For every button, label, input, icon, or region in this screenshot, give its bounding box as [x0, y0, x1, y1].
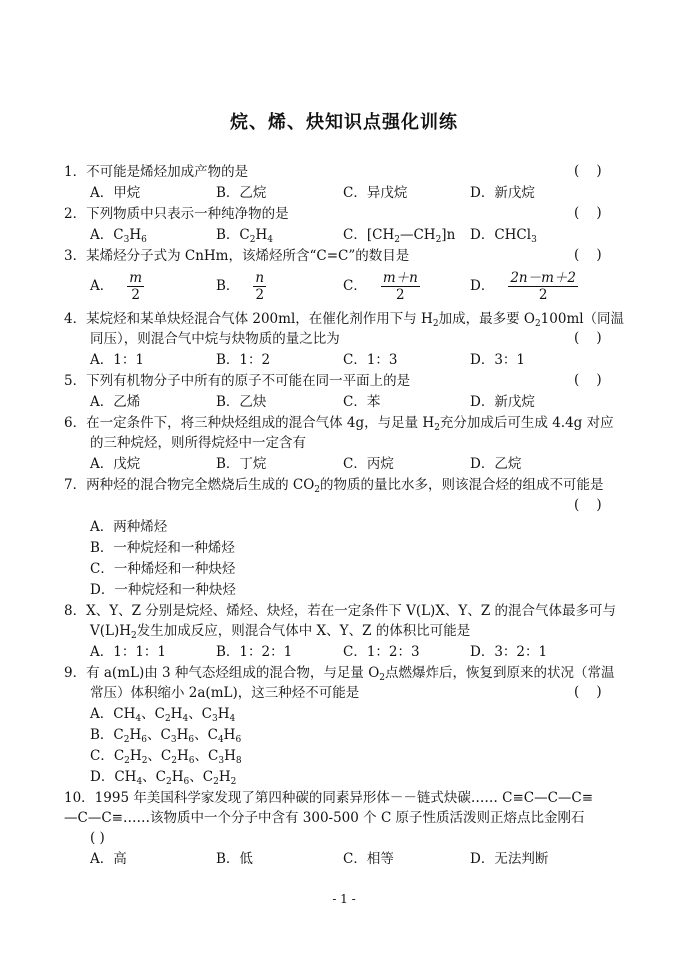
question-7-answer-blank: ( )	[574, 497, 602, 513]
q6-option-d: D．乙烷	[470, 456, 522, 472]
question-4-answer-blank: ( )	[574, 330, 602, 346]
fraction: $\frac{2n-m+2}{2}$	[510, 270, 577, 303]
question-8-stem-line-2: $V(L)H_2$发生加成反应，则混合气体中 X、Y、Z 的体积比可能是	[90, 623, 471, 641]
fraction: $\frac{m}{2}$	[129, 270, 143, 303]
question-5-answer-blank: ( )	[574, 372, 602, 388]
question-10-answer-blank: ( )	[90, 830, 105, 846]
q7-option-a: A．两种烯烃	[90, 519, 168, 535]
q7-option-c: C．一种烯烃和一种炔烃	[90, 561, 236, 577]
question-8-stem-line-1: 8．X、Y、Z 分别是烷烃、烯烃、炔烃，若在一定条件下 V(L)X、Y、Z 的混合气体最多可与	[64, 603, 617, 619]
q2-option-d: D．CHCl$_3$	[470, 227, 537, 245]
q10-option-c: C．相等	[343, 851, 394, 867]
q3-option-b: B． $\frac{n}{2}$	[216, 270, 265, 303]
q10-option-a: A．高	[90, 851, 127, 867]
question-2-answer-blank: ( )	[574, 205, 602, 221]
q3-option-d: D． $\frac{2n-m+2}{2}$	[470, 270, 577, 303]
q6-option-b: B．丁烷	[216, 456, 267, 472]
question-3-stem: 3．某烯烃分子式为 CnHm，该烯烃所含“C=C”的数目是	[64, 248, 410, 264]
q7-option-b: B．一种烷烃和一种烯烃	[90, 540, 235, 556]
fraction: $\frac{n}{2}$	[255, 270, 265, 303]
q6-option-a: A．戊烷	[90, 456, 141, 472]
question-1-answer-blank: ( )	[574, 163, 602, 179]
q5-option-c: C．苯	[343, 394, 381, 410]
q5-option-a: A．乙烯	[90, 394, 141, 410]
q5-option-b: B．乙炔	[216, 394, 267, 410]
q8-option-b: B．1：2：1	[216, 644, 293, 660]
question-6-stem-line-1: 6．在一定条件下，将三种炔烃组成的混合气体 4g，与足量 $H_2$充分加成后可生成 4.4g 对应	[64, 415, 614, 433]
q1-option-c: C．异戊烷	[343, 185, 408, 201]
q6-option-c: C．丙烷	[343, 456, 394, 472]
q3-option-a: A． $\frac{m}{2}$	[90, 270, 143, 303]
q10-option-b: B．低	[216, 851, 253, 867]
q9-option-b: B．$C_2H_6$、$C_3H_6$、$C_4H_6$	[90, 727, 242, 745]
question-9-stem-line-1: 9．有 a(mL)由 3 种气态烃组成的混合物，与足量 $O_2$点燃爆炸后，恢复到原来的状况（常温	[64, 665, 615, 683]
q1-option-b: B．乙烷	[216, 185, 267, 201]
page-title: 烷、烯、炔知识点强化训练	[230, 112, 458, 133]
q1-option-a: A．甲烷	[90, 185, 141, 201]
q1-option-d: D．新戊烷	[470, 185, 535, 201]
q3-option-c: C． $\frac{m+n}{2}$	[343, 270, 418, 303]
q4-option-d: D．3：1	[470, 352, 526, 368]
q9-option-a: A．$CH_4$、$C_2H_4$、$C_3H_4$	[90, 706, 236, 724]
q8-option-c: C．1：2：3	[343, 644, 420, 660]
q5-option-d: D．新戊烷	[470, 394, 535, 410]
q4-option-a: A．1：1	[90, 352, 144, 368]
q9-option-d: D．$CH_4$、$C_2H_6$、$C_2H_2$	[90, 769, 237, 787]
question-9-stem-line-2: 常压）体积缩小 2a(mL)，这三种烃不可能是	[90, 685, 360, 701]
fraction: $\frac{m+n}{2}$	[382, 270, 418, 303]
q8-option-a: A．1：1：1	[90, 644, 167, 660]
question-1-stem: 1．不可能是烯烃加成产物的是	[64, 164, 249, 180]
q8-option-d: D．3：2：1	[470, 644, 548, 660]
q2-option-a: A．$C_3H_6$	[90, 227, 147, 245]
question-6-stem-line-2: 的三种烷烃，则所得烷烃中一定含有	[90, 435, 306, 451]
q10-option-d: D．无法判断	[470, 851, 549, 867]
question-5-stem: 5．下列有机物分子中所有的原子不可能在同一平面上的是	[64, 373, 411, 389]
q4-option-c: C．1：3	[343, 352, 398, 368]
q4-option-b: B．1：2	[216, 352, 271, 368]
question-9-answer-blank: ( )	[574, 684, 602, 700]
question-3-answer-blank: ( )	[574, 247, 602, 263]
q2-option-b: B．$C_2H_4$	[216, 227, 273, 245]
question-4-stem-line-2: 同压），则混合气中烷与炔物质的量之比为	[90, 331, 340, 347]
q2-option-c: C．$[CH_2—CH_2]n$	[343, 227, 456, 245]
question-2-stem: 2．下列物质中只表示一种纯净物的是	[64, 206, 289, 222]
question-10-stem-line-2: —C—C≡……该物质中一个分子中含有 300-500 个 C 原子性质活泼则正熔点比金刚石	[64, 810, 585, 826]
question-7-stem: 7．两种烃的混合物完全燃烧后生成的 $CO_2$的物质的量比水多，则该混合烃的组成不可能是	[64, 477, 604, 495]
question-4-stem-line-1: 4．某烷烃和某单炔烃混合气体 200ml，在催化剂作用下与 $H_2$加成，最多要 $O_2100ml$（同温	[64, 311, 625, 329]
question-10-stem-line-1: 10．1995 年美国科学家发现了第四种碳的同素异形体－－链式炔碳…… C≡C—C—C≡	[64, 790, 594, 806]
q9-option-c: C．$C_2H_2$、$C_2H_6$、$C_3H_8$	[90, 748, 242, 766]
page-number: - 1 -	[332, 892, 356, 906]
q7-option-d: D．一种烷烃和一种炔烃	[90, 582, 236, 598]
